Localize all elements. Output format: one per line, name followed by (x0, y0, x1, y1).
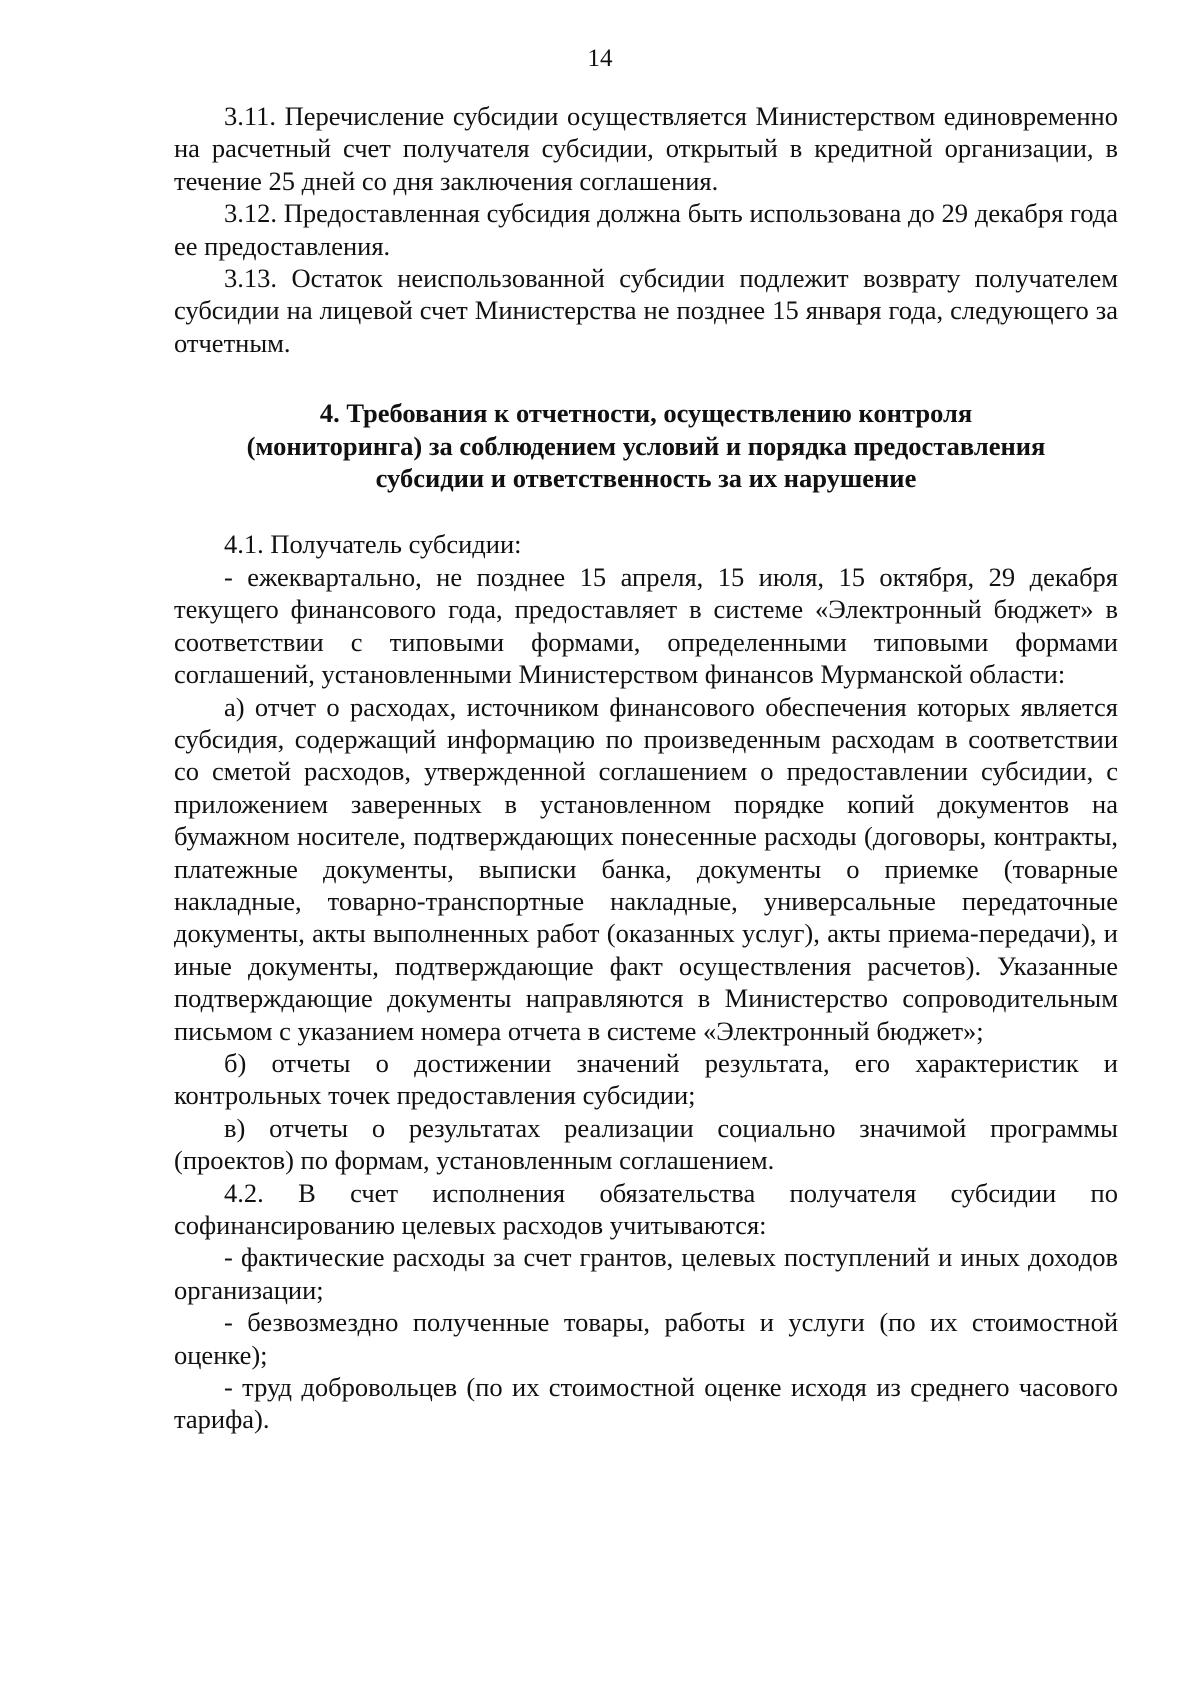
paragraph-item-b: б) отчеты о достижении значений результата, его характеристик и контрольных точек предоставления субсидии; (174, 1047, 1118, 1111)
section-4-title (174, 397, 1118, 494)
document-body (174, 100, 1118, 1436)
paragraph-3-11: 3.11. Перечисление субсидии осуществляется Министерством единовременно на расчетный счет получателя субсидии, открытый в кредитной организации, в течение 25 дней со дня заключения соглашения. (174, 101, 1118, 196)
paragraph-3-13: 3.13. Остаток неиспользованной субсидии подлежит возврату получателем субсидии на лицевой счет Министерства не позднее 15 января года, следующего за отчетным. (174, 263, 1118, 358)
paragraph-item-a: а) отчет о расходах, источником финансового обеспечения которых является субсидия, содержащий информацию по произведенным расходам в соответствии со сметой расходов, утвержденной соглашением о предоставлении субсидии, с приложением заверенных в установленном порядке копий документов на бумажном носителе, подтверждающих понесенные расходы (договоры, контракты, платежные документы, выписки банка, документы о приемке (товарные накладные, товарно-транспортные накладные, универсальные передаточные документы, акты выполненных работ (оказанных услуг), акты приема-передачи), и иные документы, подтверждающие факт осуществления расчетов). Указанные подтверждающие документы направляются в Министерство сопроводительным письмом с указанием номера отчета в системе «Электронный бюджет»; (174, 691, 1118, 1046)
paragraph-4-2: 4.2. В счет исполнения обязательства получателя субсидии по софинансированию целевых расходов учитываются: (174, 1177, 1118, 1240)
paragraph-free-goods: - безвозмездно полученные товары, работы и услуги (по их стоимостной оценке); (174, 1307, 1118, 1370)
section-title-line: 4. Требования к отчетности, осуществлению контроля (319, 398, 973, 429)
paragraph-4-1: 4.1. Получатель субсидии: (224, 529, 522, 560)
paragraph-volunteer-labor: - труд добровольцев (по их стоимостной оценке исходя из среднего часового тарифа). (174, 1372, 1118, 1435)
section-title-line: (мониторинга) за соблюдением условий и порядка предоставления (246, 430, 1046, 461)
page-number: 14 (587, 45, 613, 72)
paragraph-item-v: в) отчеты о результатах реализации социально значимой программы (проектов) по формам, установленным соглашением. (174, 1112, 1118, 1176)
paragraph-quarterly-reporting: - ежеквартально, не позднее 15 апреля, 15 июля, 15 октября, 29 декабря текущего финансового года, предоставляет в системе «Электронный бюджет» в соответствии с типовыми формами, определенными типовыми формами соглашений, установленными Министерством финансов Мурманской области: (174, 561, 1118, 690)
paragraph-3-12: 3.12. Предоставленная субсидия должна быть использована до 29 декабря года ее предоставления. (174, 198, 1118, 261)
paragraph-actual-expenses: - фактические расходы за счет грантов, целевых поступлений и иных доходов организации; (174, 1242, 1118, 1305)
section-title-line: субсидии и ответственность за их нарушение (375, 463, 917, 494)
